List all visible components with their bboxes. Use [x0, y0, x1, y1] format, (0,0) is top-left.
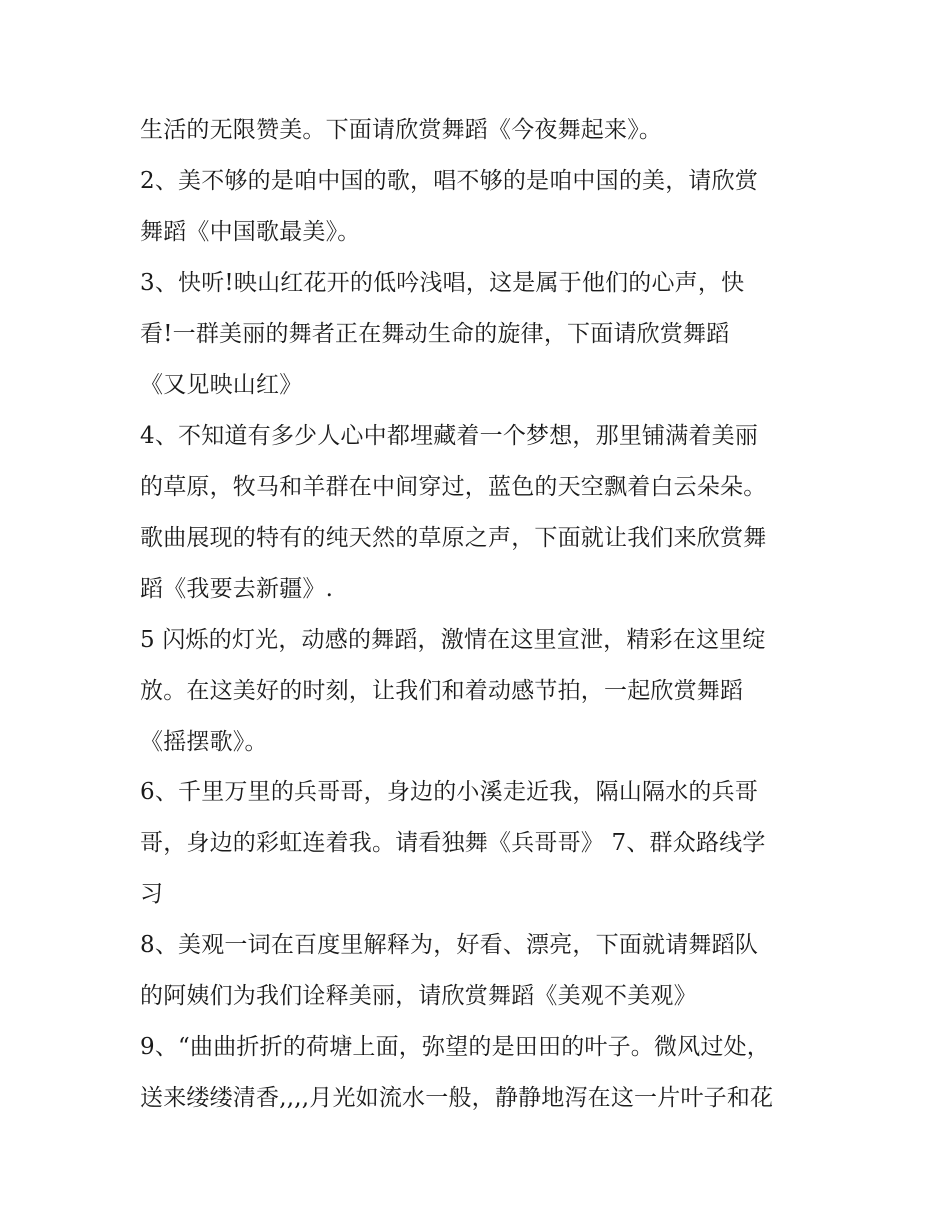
text-line: 的阿姨们为我们诠释美丽，请欣赏舞蹈《美观不美观》 [140, 983, 697, 1009]
text-line: 生活的无限赞美。下面请欣赏舞蹈《今夜舞起来》。 [140, 117, 663, 143]
text-line: 《摇摆歌》。 [140, 729, 268, 755]
text-line: 送来缕缕清香,,,,月光如流水一般，静静地泻在这一片叶子和花 [140, 1085, 774, 1111]
text-line: 看!一群美丽的舞者正在舞动生命的旋律，下面请欣赏舞蹈 [140, 321, 730, 347]
text-line: 《又见映山红》 [140, 372, 303, 398]
text-line: 习 [140, 881, 164, 907]
text-line: 3、快听!映山红花开的低吟浅唱，这是属于他们的心声，快 [140, 270, 745, 296]
text-line: 5 闪烁的灯光，动感的舞蹈，激情在这里宣泄，精彩在这里绽 [140, 627, 766, 653]
text-line: 舞蹈《中国歌最美》。 [140, 219, 361, 245]
text-line: 蹈《我要去新疆》. [140, 576, 334, 602]
text-line: 9、“曲曲折折的荷塘上面，弥望的是田田的叶子。微风过处， [140, 1034, 770, 1060]
text-line: 歌曲展现的特有的纯天然的草原之声，下面就让我们来欣赏舞 [140, 525, 767, 551]
text-line: 放。在这美好的时刻，让我们和着动感节拍，一起欣赏舞蹈 [140, 678, 744, 704]
text-line: 2、美不够的是咱中国的歌，唱不够的是咱中国的美，请欣赏 [140, 168, 759, 194]
text-line: 6、千里万里的兵哥哥，身边的小溪走近我，隔山隔水的兵哥 [140, 779, 759, 805]
text-line: 哥，身边的彩虹连着我。请看独舞《兵哥哥》 7、群众路线学 [140, 830, 766, 856]
text-line: 8、美观一词在百度里解释为，好看、漂亮，下面就请舞蹈队 [140, 932, 759, 958]
text-line: 的草原，牧马和羊群在中间穿过，蓝色的天空飘着白云朵朵。 [140, 474, 767, 500]
text-line: 4、不知道有多少人心中都埋藏着一个梦想，那里铺满着美丽 [140, 423, 759, 449]
